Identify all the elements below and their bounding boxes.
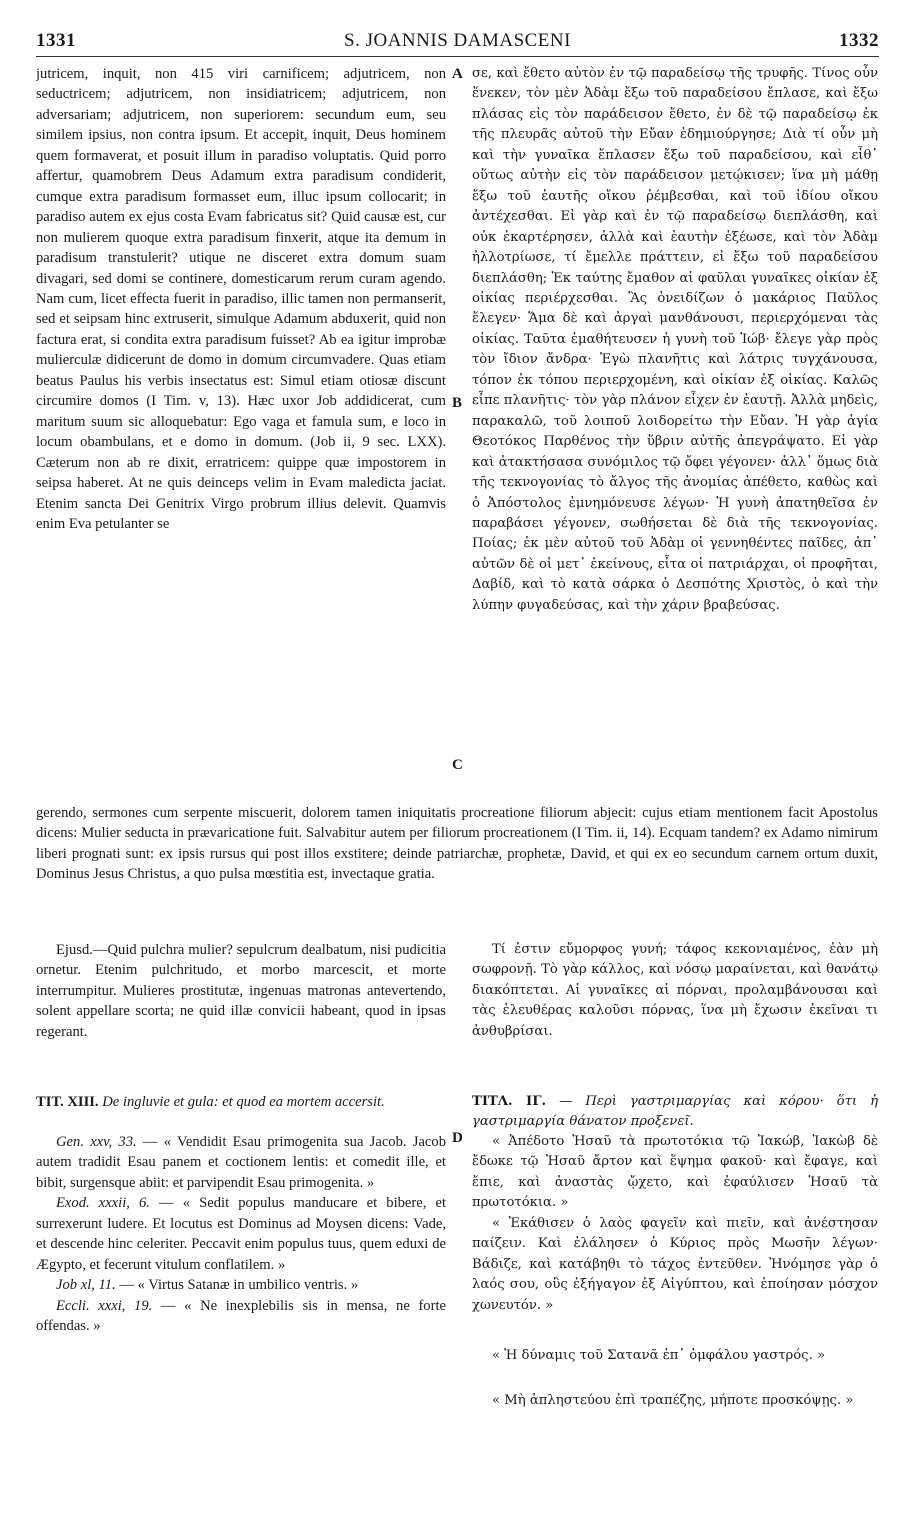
latin-ref-job: Job xl, 11. — « Virtus Satanæ in umbilico ventris. » <box>56 1277 359 1294</box>
greek-title <box>472 1092 878 1132</box>
latin-ref-exod: Exod. xxxii, 6. — « Sedit populus manducare et bibere, et surrexerunt ludere. Et locutus est Dominus ad Moysen dicens: Vade, et descende hinc celeriter. Peccavit enim populus tuus, quem eduxi de Ægypto, et fecerunt vitulum conflatilem. » <box>36 1195 446 1273</box>
ref-label: Gen. xxv, 33. <box>56 1134 137 1150</box>
latin-ref-eccli: Eccli. xxxi, 19. — « Ne inexplebilis sis in mensa, ne forte offendas. » <box>36 1297 446 1335</box>
ref-label: Eccli. xxxi, 19. <box>56 1297 153 1314</box>
page-header <box>36 24 879 52</box>
greek-paragraph: σε, καὶ ἔθετο αὐτὸν ἐν τῷ παραδείσῳ τῆς τρυφῆς. Τίνος οὖν ἕνεκεν, τὸν μὲν Ἀδὰμ ἔξω τοῦ παραδείσου ἔπλασε, καὶ ἔξω πλάσας εἰς τὸν παράδεισον ἔθετο, ἐν δὲ τῷ παραδείσῳ ἐκ τῆς πλευρᾶς αὐτοῦ τὴν Εὔαν ἐδημιούργησε; Διὰ τί οὖν μὴ καὶ τὴν γυναῖκα ἔπλασεν ἔξω τοῦ παραδείσου, καὶ εἶθ᾽ οὕτως αὐτὴν εἰς τὸν παράδεισον μετῴκισεν; ἵνα μὴ μάθῃ ἔξω τοῦ ἑαυτῆς οἴκου ῥέμβεσθαι, καὶ τοῦ ἰδίου οἴκου ἀντέχεσθαι. Εἰ γὰρ καὶ ἐν τῷ παραδείσῳ διεπλάσθη, καὶ οὐκ ἐκαρτέρησεν, ἀλλὰ καὶ ἑαυτὴν ἐξέωσε, καὶ τὸν Ἀδὰμ ἠλλοτρίωσε, τί ἔμελλε πράττειν, εἰ ἔξω τοῦ παραδείσου διεπλάσθη; Ἐκ ταύτης ἔμαθον αἱ φαῦλαι γυναῖκες οἰκίαν ἐξ οἰκίας περιέρχεσθαι. Ἃς ὀνειδίζων ὁ μακάριος Παῦλος ἔλεγεν· Ἅμα δὲ καὶ ἀργαὶ μανθάνουσι, περιερχόμεναι τὰς οἰκίας. Ταῦτα ἐμαθήτευσεν ἡ γυνὴ τοῦ Ἰώβ· ἔλεγε γὰρ πρὸς τὸν ἴδιον ἄνδρα· Ἐγὼ πλανῆτις καὶ λάτρις τυγχάνουσα, τόπον ἐκ τόπου περιερχομένη, καὶ οἰκίαν ἐξ οἰκίας. Καλῶς εἶπε πλανῆτις· τὸν γὰρ πλάνον εἶχεν ἐν ἑαυτῇ. Ἀλλὰ μηδεὶς, παρακαλῶ, τοῦ λοιποῦ λοιδορείτω τὴν Εὔαν. Ἡ γὰρ ἁγία Θεοτόκος Παρθένος τὴν ὕβριν αὐτῆς ἀπεγράψατο. Εἰ γὰρ καὶ ἀτακτήσασα συνόμιλος τῷ ὄφει γέγονεν· ἀλλ᾽ ὅμως διὰ τῆς τεκνογονίας τὸ ἄλγος τῆς ἀνομίας ἀπέθετο, καθὼς καὶ ὁ Ἀπόστολος ἐμνημόνευσε λέγων· Ἡ γυνὴ ἀπατηθεῖσα ἐν παραβάσει γέγονεν, σωθήσεται δὲ διὰ τῆς τεκνογονίας. Ποίας; ἐκ μὲν αὐτοῦ τοῦ Ἀδὰμ οἱ γεννηθέντες παῖδες, ἀπ᾽ αὐτῶν δὲ οἱ μετ᾽ ἐκείνους, εἶτα οἱ πατριάρχαι, οἱ προφῆται, Δαβίδ, καὶ τὸ κατὰ σάρκα ὁ Δεσπότης Χριστὸς, ὁ καὶ τὴν λύπην φυγαδεύσας, καὶ τὴν χάριν βραβεύσας. <box>472 66 878 613</box>
marker-b: B <box>452 395 463 411</box>
greek-ref-exod: « Ἐκάθισεν ὁ λαὸς φαγεῖν καὶ πιεῖν, καὶ ἀνέστησαν παίζειν. Καὶ ἐλάλησεν ὁ Κύριος πρὸς Μωσῆν λέγων· Βάδιζε, καὶ κατάβηθι τὸ τάχος ἐντεῦθεν. Ἠνόμησε γὰρ ὁ λαός σου, οὓς ἐξήγαγον ἐξ Αἰγύπτου, καὶ ἐποίησαν μόσχον χωνευτόν. » <box>472 1215 878 1313</box>
greek-refs <box>472 1132 878 1512</box>
latin-refs <box>36 1132 446 1512</box>
greek-ref-eccli: « Μὴ ἀπληστεύου ἐπὶ τραπέζης, μήποτε προσκόψῃς. » <box>492 1392 854 1408</box>
latin-ejusd-paragraph: Ejusd.—Quid pulchra mulier? sepulcrum dealbatum, nisi pudicitia ornetur. Etenim pulchritudo, et morbo marcescit, et morte interrumpitur. Mulieres prostitutæ, ingenuas matronas antevertendo, solent appellare scorta; ne quid illæ convicii habeant, quod in ipsas regerant. <box>36 942 446 1040</box>
header-rule <box>36 56 879 57</box>
greek-column-top <box>472 64 878 780</box>
latin-title-label: TIT. XIII. <box>36 1094 99 1110</box>
latin-column-top <box>36 64 446 780</box>
marker-c: C <box>452 757 463 773</box>
running-title: S. JOANNIS DAMASCENI <box>344 30 571 51</box>
latin-paragraph: jutricem, inquit, non 415 viri carnificem; adjutricem, non seductricem; adjutricem, non insidiatricem; adjutricem, non adversariam; adjutricem, non superiorem: secundum eum, seu similem ipsius, non contra ipsum. Et accepit, inquit, Deus hominem quem formaverat, et posuit illum in paradiso voluptatis. Quid porro affertur, quamobrem Deus Adamum extra paradisum condiderit, cumque extra paradisum formasset eum, illuc ipsum collocarit; in paradiso autem ex ejus costa Evam fabricatus sit? Quid causæ est, cur non mulierem quoque extra paradisum finxerit, atque ita demum in paradisum transtulerit? utique ne disceret extra domum suam divagari, sed domi se continere, domesticarum rerum curam agendo. Nam cum, licet effecta fuerit in paradiso, illic tamen non permanserit, sed et seipsam hinc extruserit, simulque Adamum abduxerit, quid non factura erat, si condita extra paradisum fuisset? Ab ea igitur improbæ mulierculæ didicerunt de domo in domum circumvadere. Quas etiam beatus Paulus his verbis insectatus est: Simul etiam otiosæ discunt circumire domos (I Tim. v, 13). Hæc uxor Job addidicerat, cum maritum suum sic alloquebatur: Ego vaga et famula sum, e loco in locum obambulans, et e domo in domum. (Job ii, 9 sec. LXX). Cæterum non ab re dixit, erratricem: quippe quæ impostorem in seipsa haberet. At ne quis deinceps velim in Evam maledicta jaciat. Etenim sancta Dei Genitrix Virgo probrum illius delevit. Quamvis enim Eva petulanter se <box>36 66 446 532</box>
page-number-left: 1331 <box>36 30 76 51</box>
ref-label: Exod. xxxii, 6. <box>56 1195 150 1212</box>
greek-ejusd <box>472 940 878 1070</box>
greek-ref-gen: « Ἀπέδοτο Ἡσαῦ τὰ πρωτοτόκια τῷ Ἰακώβ, Ἰακὼβ δὲ ἔδωκε τῷ Ἡσαῦ ἄρτον καὶ ἕψημα φακοῦ· καὶ ἔφαγε, καὶ ἔπιε, καὶ ἀναστὰς ᾤχετο, καὶ ἐφαύλισεν Ἡσαῦ τὰ πρωτοτόκια. » <box>472 1134 878 1211</box>
marker-a: A <box>452 66 463 82</box>
latin-full-paragraph: gerendo, sermones cum serpente miscuerit, dolorem tamen iniquitatis procreatione filiorum abjecit: cujus etiam mentionem facit Apostolus dicens: Mulier seducta in prævaricatione fuit. Salvabitur autem per filiorum procreationem (I Tim. ii, 14). Ecquam tandem? ex Adamo nimirum liberi prognati sunt: ex ipsis rursus qui post illos exstitere; deinde patriarchæ, prophetæ, David, et qui ex eo secundum carnem ortum duxit, Dominus Jesus Christus, a quo pulsa mœstitia est, invectaque gratia. <box>36 804 878 882</box>
latin-title-text: De ingluvie et gula: et quod ea mortem accersit. <box>102 1094 385 1110</box>
latin-full-width <box>36 788 878 888</box>
greek-title-text: — Περὶ γαστριμαργίας καὶ κόρου· ὅτι ἡ γαστριμαργία θάνατον προξενεῖ. <box>472 1094 878 1129</box>
ref-label: Job xl, 11. <box>56 1277 116 1294</box>
latin-ejusd <box>36 940 446 1070</box>
latin-ref-gen: Gen. xxv, 33. — « Vendidit Esau primogenita sua Jacob. Jacob autem tradidit Esau panem et coctionem lentis: et comedit ille, et bibit, surgensque abiit: et parvipendit Esau primogenita. » <box>36 1134 446 1191</box>
latin-title <box>36 1092 446 1112</box>
marker-d: D <box>452 1130 463 1146</box>
greek-title-label: ΤΙΤΛ. ΙΓ. <box>472 1094 547 1109</box>
page-number-right: 1332 <box>839 30 879 51</box>
greek-ref-job: « Ἡ δύναμις τοῦ Σατανᾶ ἐπ᾽ ὀμφάλου γαστρός. » <box>492 1348 826 1364</box>
greek-ejusd-paragraph: Τί ἐστιν εὔμορφος γυνή; τάφος κεκονιαμένος, ἐὰν μὴ σωφρονῇ. Τὸ γὰρ κάλλος, καὶ νόσῳ μαραίνεται, καὶ θανάτῳ διακόπτεται. Αἱ γυναῖκες αἱ πόρναι, προλαμβάνουσαι καὶ τὰς ἐλευθέρας καλοῦσι πόρνας, ἵνα μὴ ἔχωσιν ἐκεῖναι τι ἀνθυβρίσαι. <box>472 942 878 1039</box>
